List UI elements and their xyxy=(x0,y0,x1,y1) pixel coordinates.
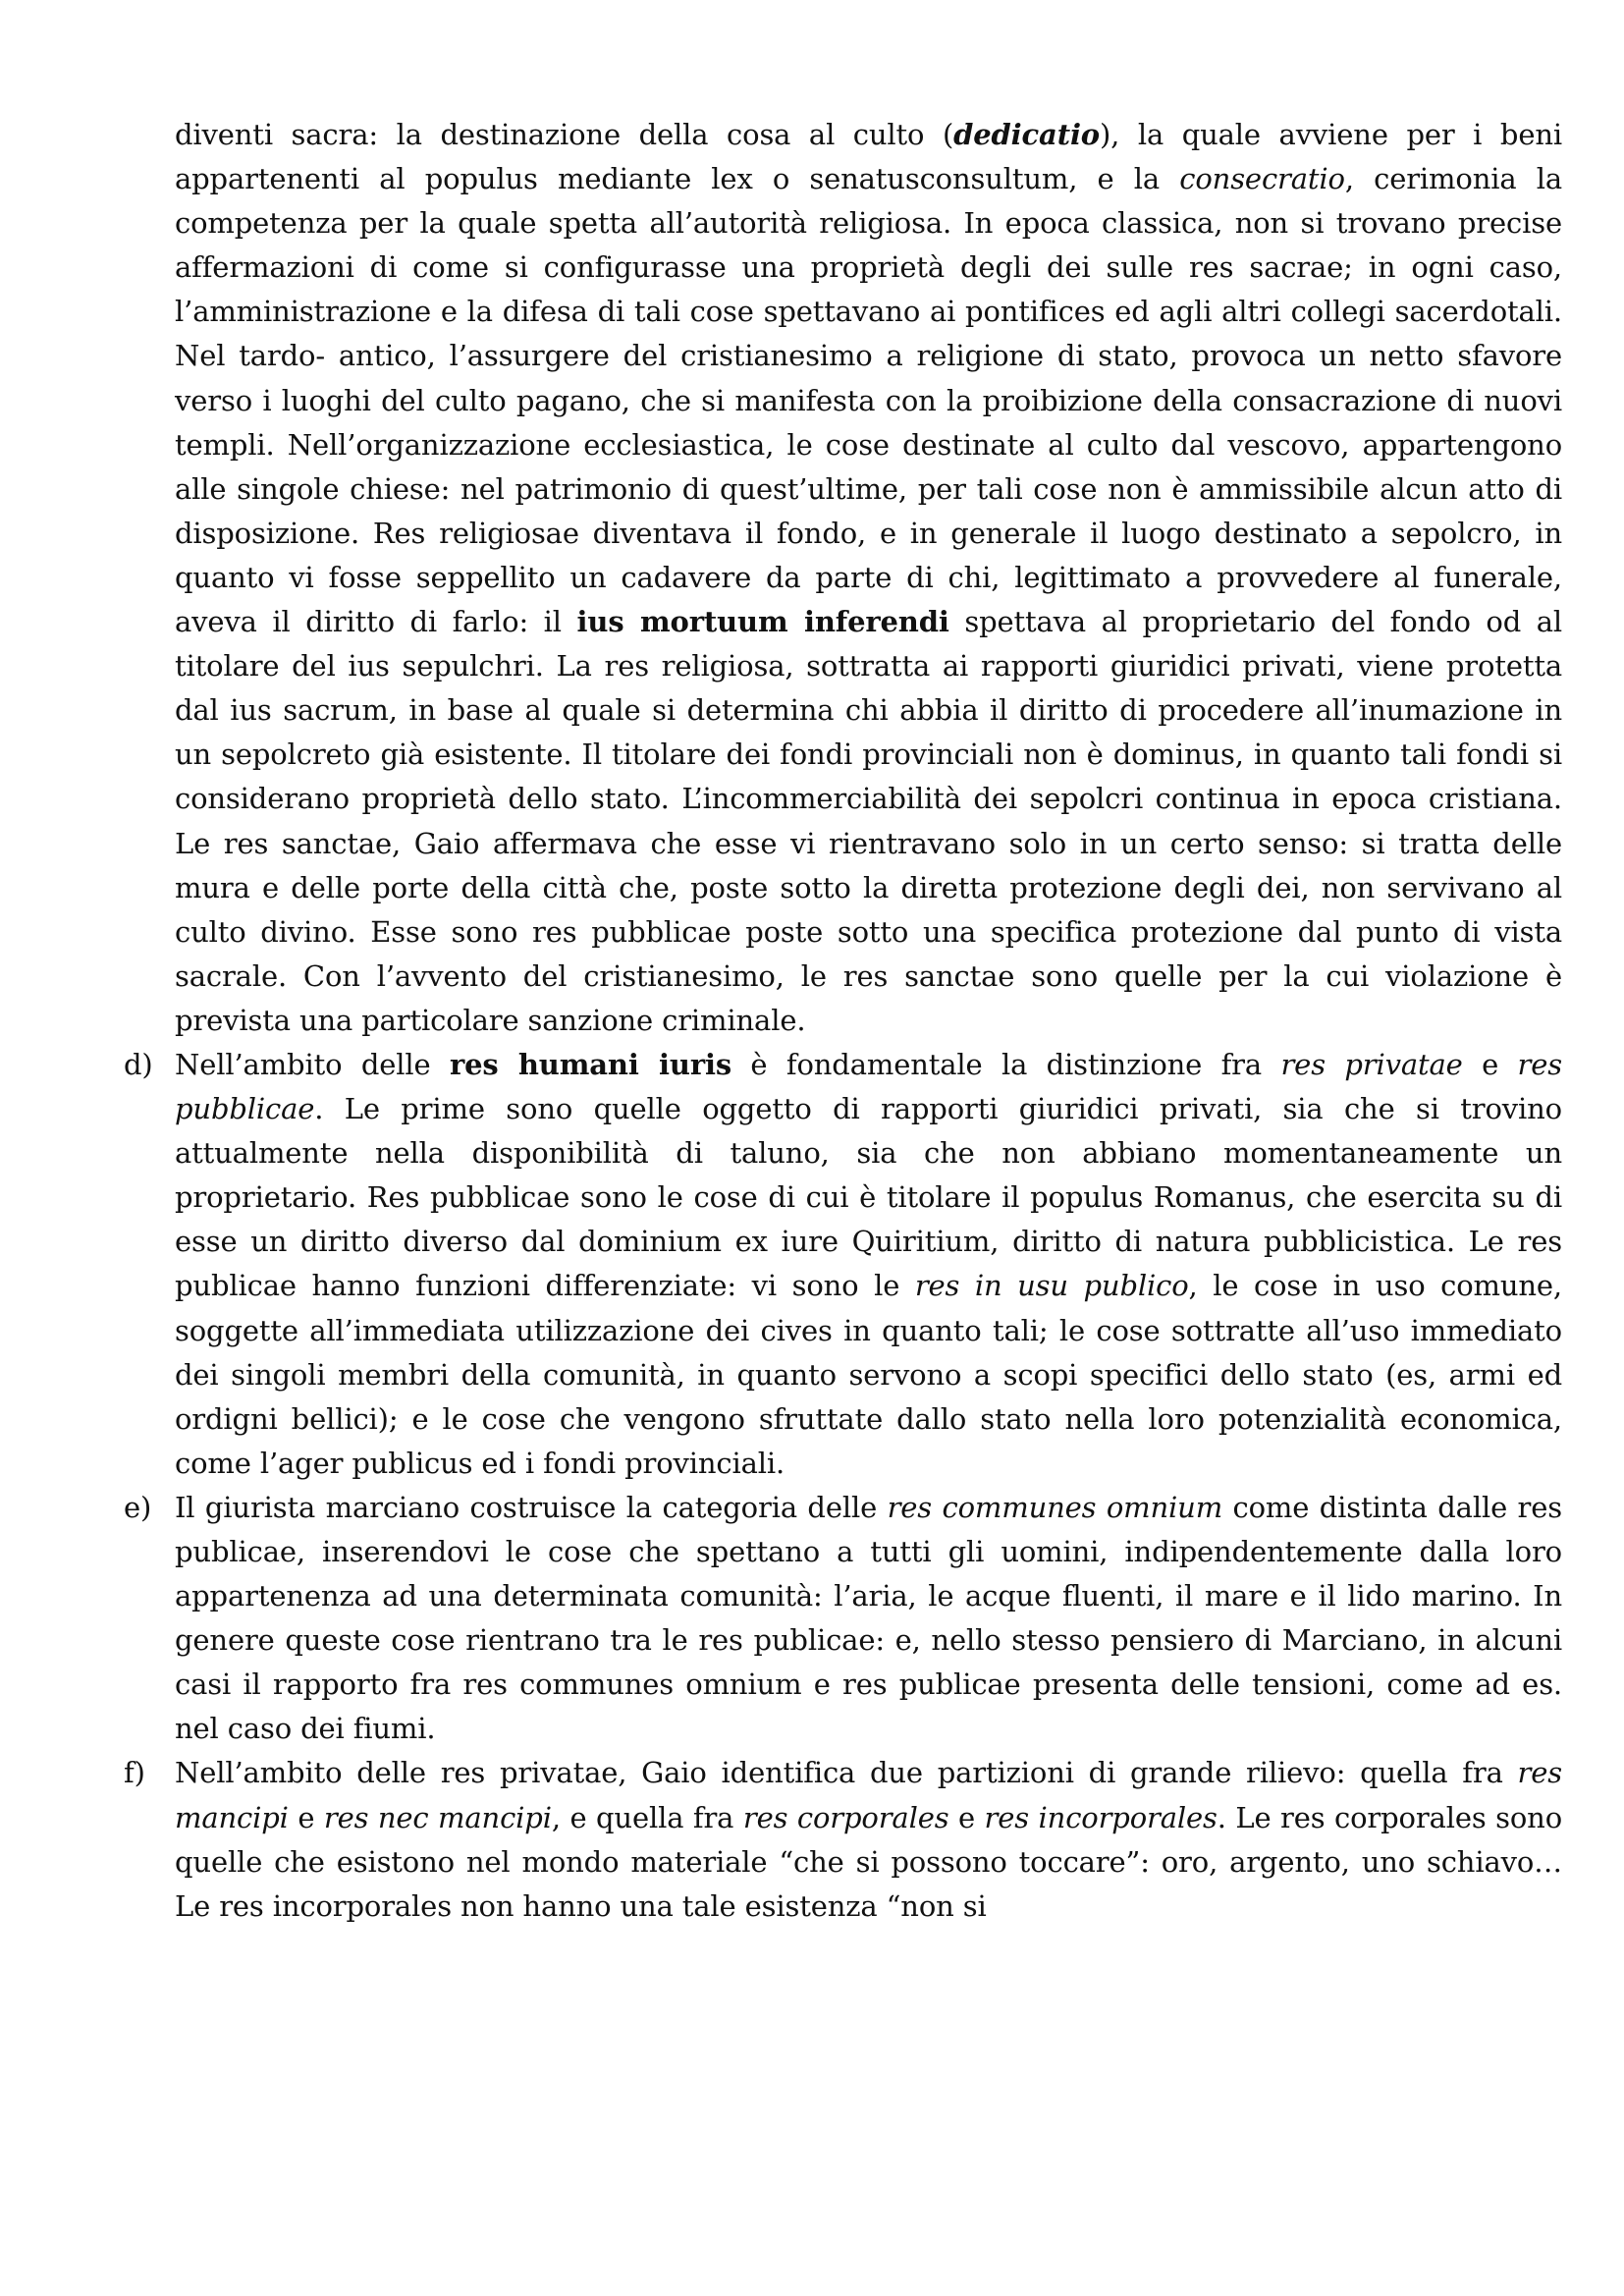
text-run: , e quella fra xyxy=(551,1800,743,1834)
text-run: e xyxy=(1462,1047,1518,1081)
italic-term: res nec mancipi xyxy=(323,1800,552,1834)
text-run: , le cose in uso comune, soggette all’immediata utilizzazione dei cives in quanto tali; le cose sottratte all’uso immediato dei singoli membri della comunità, in quanto servono a scopi specifici dello stato (es, armi ed ordigni bellici); e le cose che vengono sfruttate dallo stato nella loro potenzialità economica, come l’ager publicus ed i fondi provinciali. xyxy=(175,1269,1562,1480)
italic-term: res communes omnium xyxy=(887,1490,1223,1524)
text-run: è fondamentale la distinzione fra xyxy=(731,1047,1281,1081)
list-item-e xyxy=(124,1486,1562,1752)
list-marker: e) xyxy=(124,1490,152,1524)
list-item-text xyxy=(175,1751,1562,1928)
text-run: ), la quale avviene per i beni appartenenti al populus mediante lex o senatusconsultum, e la xyxy=(175,118,1562,196)
text-run: Nell’ambito delle res privatae, Gaio identifica due partizioni di grande rilievo: quella fra xyxy=(175,1756,1518,1790)
italic-term: res in usu publico xyxy=(914,1269,1189,1303)
italic-term: res corporales xyxy=(742,1800,949,1834)
italic-term: res incorporales xyxy=(984,1800,1218,1834)
list-item-d xyxy=(124,1043,1562,1486)
italic-term: res pubblicae xyxy=(175,1047,1562,1126)
text-run: diventi sacra: la destinazione della cosa al culto ( xyxy=(175,118,954,151)
text-run: e xyxy=(948,1800,985,1834)
intro-paragraph xyxy=(175,113,1562,1043)
list-item-f xyxy=(124,1751,1563,1928)
italic-term: dedicatio xyxy=(953,118,1101,151)
text-run: , cerimonia la competenza per la quale spetta all’autorità religiosa. In epoca classica, non si trovano precise affermazioni di come si configurasse una proprietà degli dei sulle res sacrae; in ogni caso, l’amministrazione e la difesa di tali cose spettavano ai pontifices ed agli altri collegi sacerdotali. Nel tardo- antico, l’assurgere del cristianesimo a religione di stato, provoca un netto sfavore verso i luoghi del culto pagano, che si manifesta con la proibizione della consacrazione di nuovi templi. Nell’organizzazione ecclesiastica, le cose destinate al culto dal vescovo, appartengono alle singole chiese: nel patrimonio di quest’ultime, per tali cose non è ammissibile alcun atto di disposizione. Res religiosae diventava il fondo, e in generale il luogo destinato a sepolcro, in quanto vi fosse seppellito un cadavere da parte di chi, legittimato a provvedere al funerale, aveva il diritto di farlo: il xyxy=(175,162,1562,639)
italic-term: res privatae xyxy=(1280,1047,1463,1081)
text-run: come distinta dalle res publicae, inserendovi le cose che spettano a tutti gli uomini, indipendentemente dalla loro appartenenza ad una determinata comunità: l’aria, le acque fluenti, il mare e il lido marino. In genere queste cose rientrano tra le res publicae: e, nello stesso pensiero di Marciano, in alcuni casi il rapporto fra res communes omnium e res publicae presenta delle tensioni, come ad es. nel caso dei fiumi. xyxy=(175,1490,1562,1746)
list-marker: f) xyxy=(124,1756,145,1790)
text-run: Nell’ambito delle xyxy=(175,1047,450,1081)
bold-term: ius mortuum inferendi xyxy=(576,605,949,639)
italic-term: consecratio xyxy=(1179,162,1345,196)
text-run: Il giurista marciano costruisce la categoria delle xyxy=(175,1490,888,1524)
page-text xyxy=(124,113,1563,1929)
list-item-text xyxy=(175,1043,1562,1486)
text-run: . Le res corporales sono quelle che esistono nel mondo materiale “che si possono toccare”: oro, argento, uno schiavo… Le res incorporales non hanno una tale esistenza “non si xyxy=(175,1800,1563,1923)
list-marker: d) xyxy=(124,1047,153,1081)
text-run: . Le prime sono quelle oggetto di rapporti giuridici privati, sia che si trovino attualmente nella disponibilità di taluno, sia che non abbiano momentaneamente un proprietario. Res pubblicae sono le cose di cui è titolare il populus Romanus, che esercita su di esse un diritto diverso dal dominium ex iure Quiritium, diritto di natura pubblicistica. Le res publicae hanno funzioni differenziate: vi sono le xyxy=(175,1092,1562,1303)
bold-term: res humani iuris xyxy=(449,1047,731,1081)
text-run: spettava al proprietario del fondo od al titolare del ius sepulchri. La res religiosa, sottratta ai rapporti giuridici privati, viene protetta dal ius sacrum, in base al quale si determina chi abbia il diritto di procedere all’inumazione in un sepolcreto già esistente. Il titolare dei fondi provinciali non è dominus, in quanto tali fondi si considerano proprietà dello stato. L’incommerciabilità dei sepolcri continua in epoca cristiana. Le res sanctae, Gaio affermava che esse vi rientravano solo in un certo senso: si tratta delle mura e delle porte della città che, poste sotto la diretta protezione degli dei, non servivano al culto divino. Esse sono res pubblicae poste sotto una specifica protezione dal punto di vista sacrale. Con l’avvento del cristianesimo, le res sanctae sono quelle per la cui violazione è prevista una particolare sanzione criminale. xyxy=(175,605,1562,1037)
text-run: e xyxy=(288,1800,324,1834)
italic-term: res mancipi xyxy=(175,1756,1562,1834)
list-item-text xyxy=(175,1486,1562,1752)
